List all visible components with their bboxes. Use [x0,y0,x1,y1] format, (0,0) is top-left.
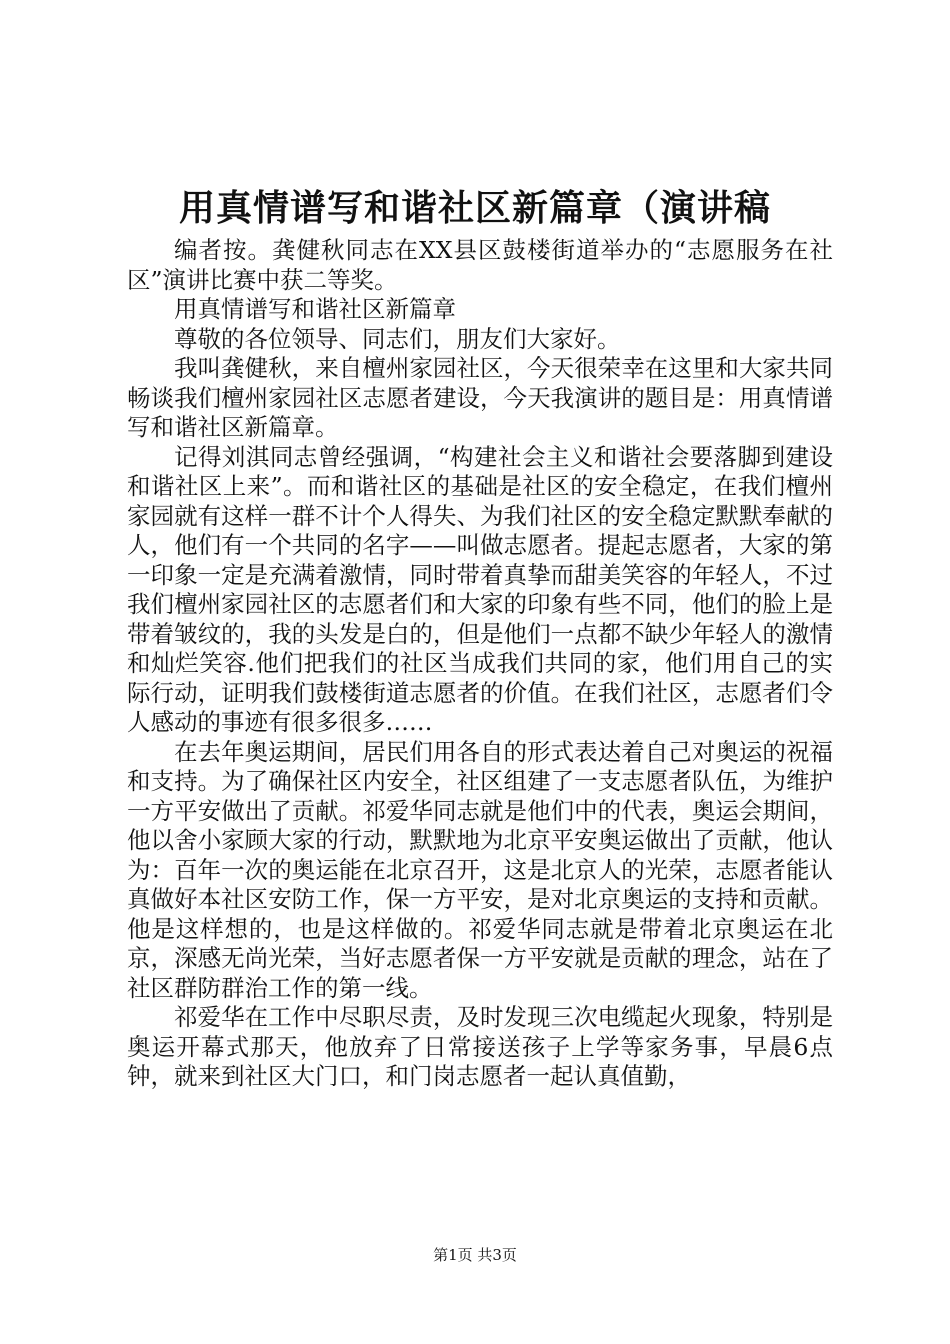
page-footer: 第1页 共3页 [433,1246,517,1264]
olympics-paragraph: 在去年奥运期间，居民们用各自的形式表达着自己对奥运的祝福和支持。为了确保社区内安全，社区组建了一支志愿者队伍，为维护一方平安做出了贡献。祁爱华同志就是他们中的代表，奥运会期间，他以舍小家顾大家的行动，默默地为北京平安奥运做出了贡献，他认为：百年一次的奥运能在北京召开，这是北京人的光荣，志愿者能认真做好本社区安防工作，保一方平安，是对北京奥运的支持和贡献。他是这样想的，也是这样做的。祁爱华同志就是带着北京奥运在北京，深感无尚光荣，当好志愿者保一方平安就是贡献的理念，站在了社区群防群治工作的第一线。 [127,737,833,1002]
introduction-paragraph: 我叫龚健秋，来自檀州家园社区，今天很荣幸在这里和大家共同畅谈我们檀州家园社区志愿者建设，今天我演讲的题目是：用真情谱写和谐社区新篇章。 [127,354,833,441]
speech-title-paragraph: 用真情谱写和谐社区新篇章 [174,295,456,323]
document-body [127,236,833,1092]
editor-note-paragraph: 编者按。龚健秋同志在XX县区鼓楼街道举办的“志愿服务在社区”演讲比赛中获二等奖。 [127,236,833,294]
duty-paragraph: 祁爱华在工作中尽职尽责，及时发现三次电缆起火现象，特别是奥运开幕式那天，他放弃了日常接送孩子上学等家务事，早晨6点钟，就来到社区大门口，和门岗志愿者一起认真值勤， [127,1003,833,1090]
volunteer-description-paragraph: 记得刘淇同志曾经强调，“构建社会主义和谐社会要落脚到建设和谐社区上来”。而和谐社区的基础是社区的安全稳定，在我们檀州家园就有这样一群不计个人得失、为我们社区的安全稳定默默奉献的人，他们有一个共同的名字——叫做志愿者。提起志愿者，大家的第一印象一定是充满着激情，同时带着真挚而甜美笑容的年轻人，不过我们檀州家园社区的志愿者们和大家的印象有些不同，他们的脸上是带着皱纹的，我的头发是白的，但是他们一点都不缺少年轻人的激情和灿烂笑容.他们把我们的社区当成我们共同的家，他们用自己的实际行动，证明我们鼓楼街道志愿者的价值。在我们社区，志愿者们令人感动的事迹有很多很多…… [127,442,833,736]
greeting-paragraph: 尊敬的各位领导、同志们，朋友们大家好。 [174,324,621,353]
document-title: 用真情谱写和谐社区新篇章（演讲稿 [178,187,771,229]
